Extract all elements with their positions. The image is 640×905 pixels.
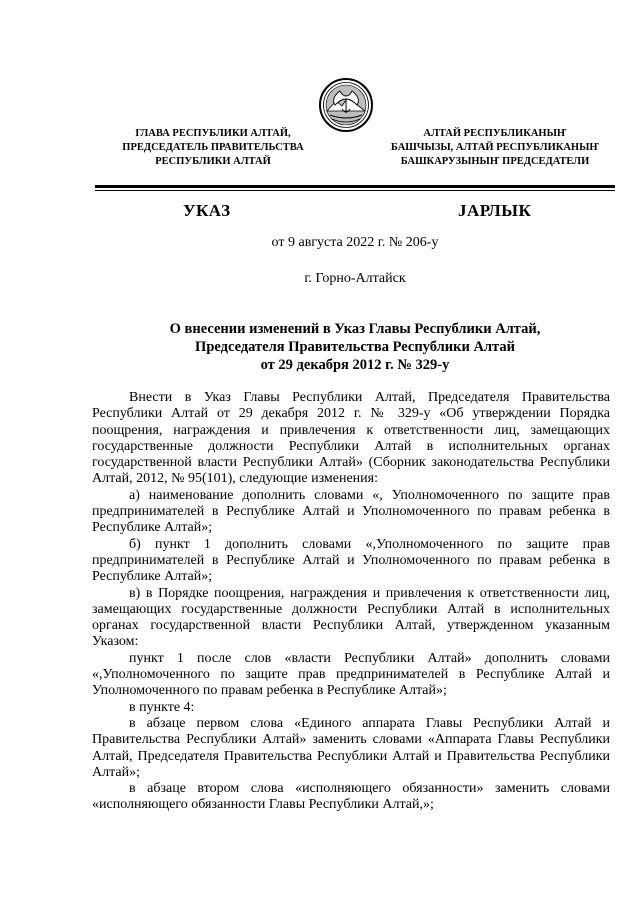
header-divider xyxy=(95,185,615,188)
paragraph: а) наименование дополнить словами «, Уполномоченного по защите прав предпринимателей в Республике Алтай и Уполномоченного по правам ребенка в Республике Алтай»; xyxy=(92,487,610,536)
doc-type-russian: УКАЗ xyxy=(183,201,231,220)
paragraph: в пункте 4: xyxy=(129,699,195,715)
paragraph: в) в Порядке поощрения, награждения и привлечения к ответственности лиц, замещающих государственные должности Республики Алтай в исполнительных органах государственной власти Республики Алтай, утвержденном указанным Указом: xyxy=(92,585,610,650)
decree-title: О внесении изменений в Указ Главы Республики Алтай, Председателя Правительства Республики Алтай от 29 декабря 2012 г. № 329-у xyxy=(169,321,541,373)
decree-date-number: от 9 августа 2022 г. № 206-у xyxy=(271,235,439,250)
issuer-name-russian: ГЛАВА РЕСПУБЛИКИ АЛТАЙ, ПРЕДСЕДАТЕЛЬ ПРАВИТЕЛЬСТВА РЕСПУБЛИКИ АЛТАЙ xyxy=(122,128,304,167)
coat-of-arms-icon xyxy=(318,77,374,133)
city: г. Горно-Алтайск xyxy=(304,271,406,286)
paragraph: пункт 1 после слов «власти Республики Алтай» дополнить словами «,Уполномоченного по защите прав предпринимателей в Республике Алтай и Уполномоченного по правам ребенка в Республике Алтай»; xyxy=(92,650,610,699)
paragraph: в абзаце первом слова «Единого аппарата Главы Республики Алтай и Правительства Республики Алтай» заменить словами «Аппарата Главы Республики Алтай, Председателя Правительства Республики Алтай и Правительства Республики Алтай»; xyxy=(92,715,610,780)
paragraph: б) пункт 1 дополнить словами «,Уполномоченного по защите прав предпринимателей в Республике Алтай и Уполномоченного по правам ребенка в Республике Алтай»; xyxy=(92,536,610,585)
decree-body xyxy=(92,390,610,814)
paragraph: в абзаце втором слова «исполняющего обязанности» заменить словами «исполняющего обязанности Главы Республики Алтай,»; xyxy=(92,781,610,813)
doc-type-altai: ЈАРЛЫК xyxy=(458,201,532,220)
paragraph: Внести в Указ Главы Республики Алтай, Председателя Правительства Республики Алтай от 29 декабря 2012 г. № 329-у «Об утверждении Порядка поощрения, награждения и привлечения к ответственности лиц, замещающих государственные должности Республики Алтай в исполнительных органах государственной власти Республики Алтай» (Сборник законодательства Республики Алтай, 2012, № 95(101), следующие изменения: xyxy=(92,390,610,487)
issuer-name-altai: АЛТАЙ РЕСПУБЛИКАНЫҤ БАШЧЫЗЫ, АЛТАЙ РЕСПУБЛИКАНЫҤ БАШКАРУЗЫНЫҤ ПРЕДСЕДАТЕЛИ xyxy=(390,128,600,167)
header-divider-thin xyxy=(95,190,615,191)
